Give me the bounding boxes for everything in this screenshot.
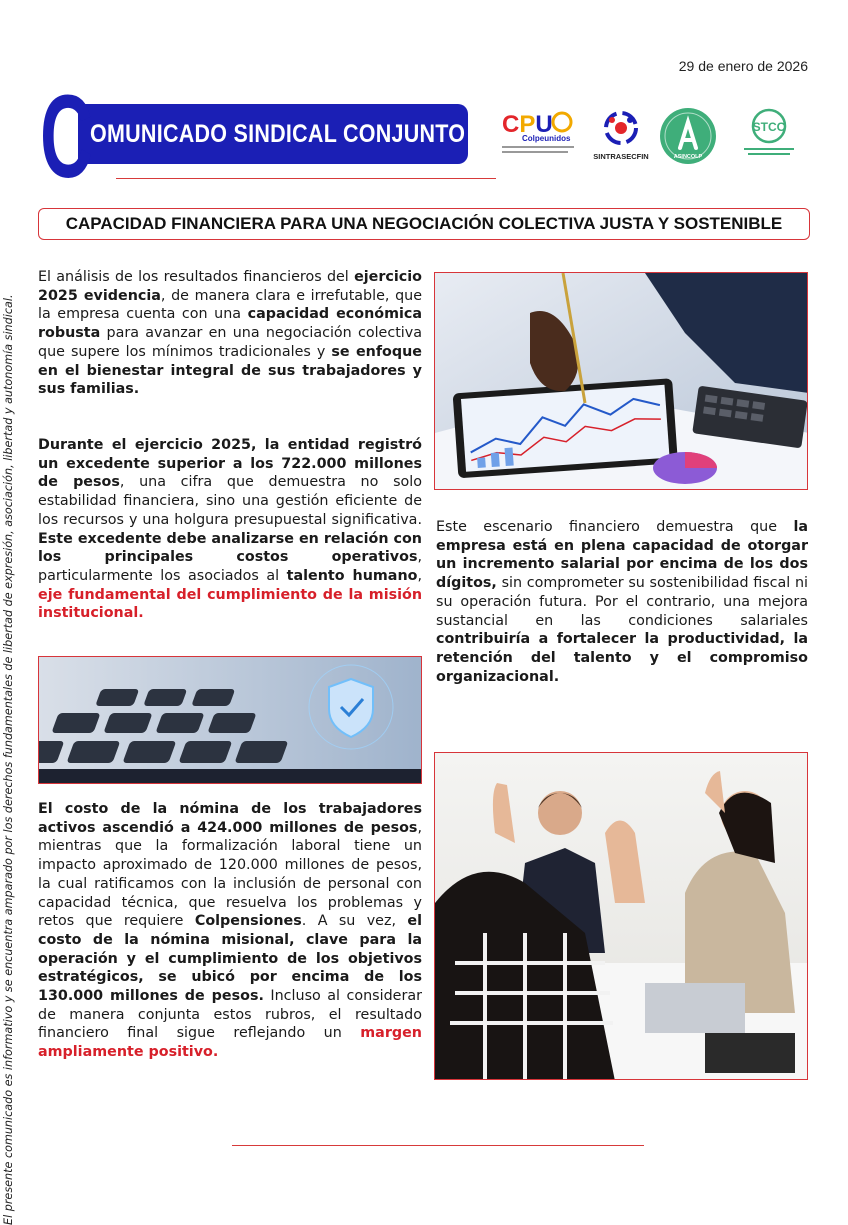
asincolp-logo-text: ASINCOLP — [673, 154, 703, 160]
stcc-logo-text: STCC — [752, 120, 786, 134]
text-run: Este escenario financiero demuestra que — [436, 519, 794, 535]
footer-divider — [232, 1145, 644, 1146]
bold-run: talento humano — [286, 567, 418, 584]
document-date: 29 de enero de 2026 — [678, 58, 808, 74]
title-initial-letter: C — [40, 71, 92, 203]
bold-run: ejercicio 2025 evidencia — [38, 269, 422, 304]
page-title: OMUNICADO SINDICAL CONJUNTO — [90, 119, 466, 148]
paragraph-financial-analysis — [38, 268, 422, 399]
text-run: , — [417, 567, 422, 584]
bold-run: contribuiría a fortalecer la productividad, la retención del talento y el compromiso organizacional. — [436, 631, 808, 685]
bold-run: El costo de la nómina de los trabajadores activos ascendió a 424.000 millones de pesos — [38, 801, 422, 836]
bold-run: el costo de la nómina misional, clave para la operación y el cumplimiento de los objetivos estratégicos, se ubicó por encima de los 130.000 millones de pesos. — [38, 913, 422, 1005]
text-run: , de manera clara e irrefutable, que la empresa cuenta con una — [38, 287, 422, 323]
cpu-logo-text: CPU — [502, 111, 553, 138]
cpu-logo-subtitle: Colpeunidos — [522, 134, 571, 143]
paragraph-surplus — [38, 436, 422, 623]
highlight-run: margen ampliamente positivo. — [38, 1025, 422, 1061]
bold-run: Colpensiones — [194, 913, 302, 930]
text-run: . A su vez, — [301, 913, 408, 930]
bold-run: Este excedente debe analizarse en relación con los principales costos operativos — [38, 530, 422, 566]
paragraph-payroll-costs — [38, 800, 422, 1062]
union-logos — [500, 106, 810, 166]
text-run: , particularmente los asociados al — [38, 549, 422, 584]
header-divider — [116, 178, 496, 179]
stcc-logo — [734, 108, 804, 164]
bold-run: se enfoque en el bienestar integral de sus trabajadores y sus familias. — [38, 343, 422, 398]
asincolp-logo — [658, 106, 718, 166]
text-run: , una cifra que demuestra no solo estabilidad financiera, sino una gestión eficiente de los recursos y una holgura presupuestal significativa. — [38, 474, 422, 528]
headline-box: CAPACIDAD FINANCIERA PARA UNA NEGOCIACIÓN COLECTIVA JUSTA Y SOSTENIBLE — [38, 208, 810, 240]
bold-run: Durante el ejercicio 2025, la entidad registró un excedente superior a los 722.000 millones de pesos — [38, 437, 422, 491]
legal-side-note: El presente comunicado es informativo y se encuentra amparado por los derechos fundamentales de libertad de expresión, asociación, libertad y autonomía sindical. — [2, 294, 15, 1225]
highlight-run: eje fundamental del cumplimiento de la misión institucional. — [38, 586, 422, 622]
calculator-shield-photo — [38, 656, 422, 784]
paragraph-salary-capacity — [436, 518, 808, 686]
team-high-five-photo — [434, 752, 808, 1080]
text-run: sin comprometer su sostenibilidad fiscal ni su operación futura. Por el contrario, una mejora sustancial en las condiciones salariales — [436, 575, 808, 629]
tablet-chart-photo — [434, 272, 808, 490]
text-run: Incluso al considerar de manera conjunta estos rubros, el resultado financiero final sigue reflejando un — [38, 988, 422, 1042]
text-run: para avanzar en una negociación colectiva que supere los mínimos tradicionales y — [38, 325, 422, 360]
text-run: , mientras que la formalización laboral tiene un impacto aproximado de 120.000 millones de pesos, la cual ratificamos con la inclusión de personal con capacidad técnica, que resuelva los problemas y retos que requiere — [38, 819, 422, 930]
sintrasecfin-logo — [592, 108, 650, 164]
title-banner — [78, 104, 468, 164]
bold-run: la empresa está en plena capacidad de otorgar un incremento salarial por encima de los dos dígitos, — [436, 519, 808, 592]
text-run: El análisis de los resultados financieros del — [38, 269, 355, 285]
bold-run: capacidad económica robusta — [38, 306, 422, 342]
sintrasecfin-logo-text: SINTRASECFIN — [593, 152, 649, 161]
cpu-colpeunidos-logo — [500, 110, 578, 162]
